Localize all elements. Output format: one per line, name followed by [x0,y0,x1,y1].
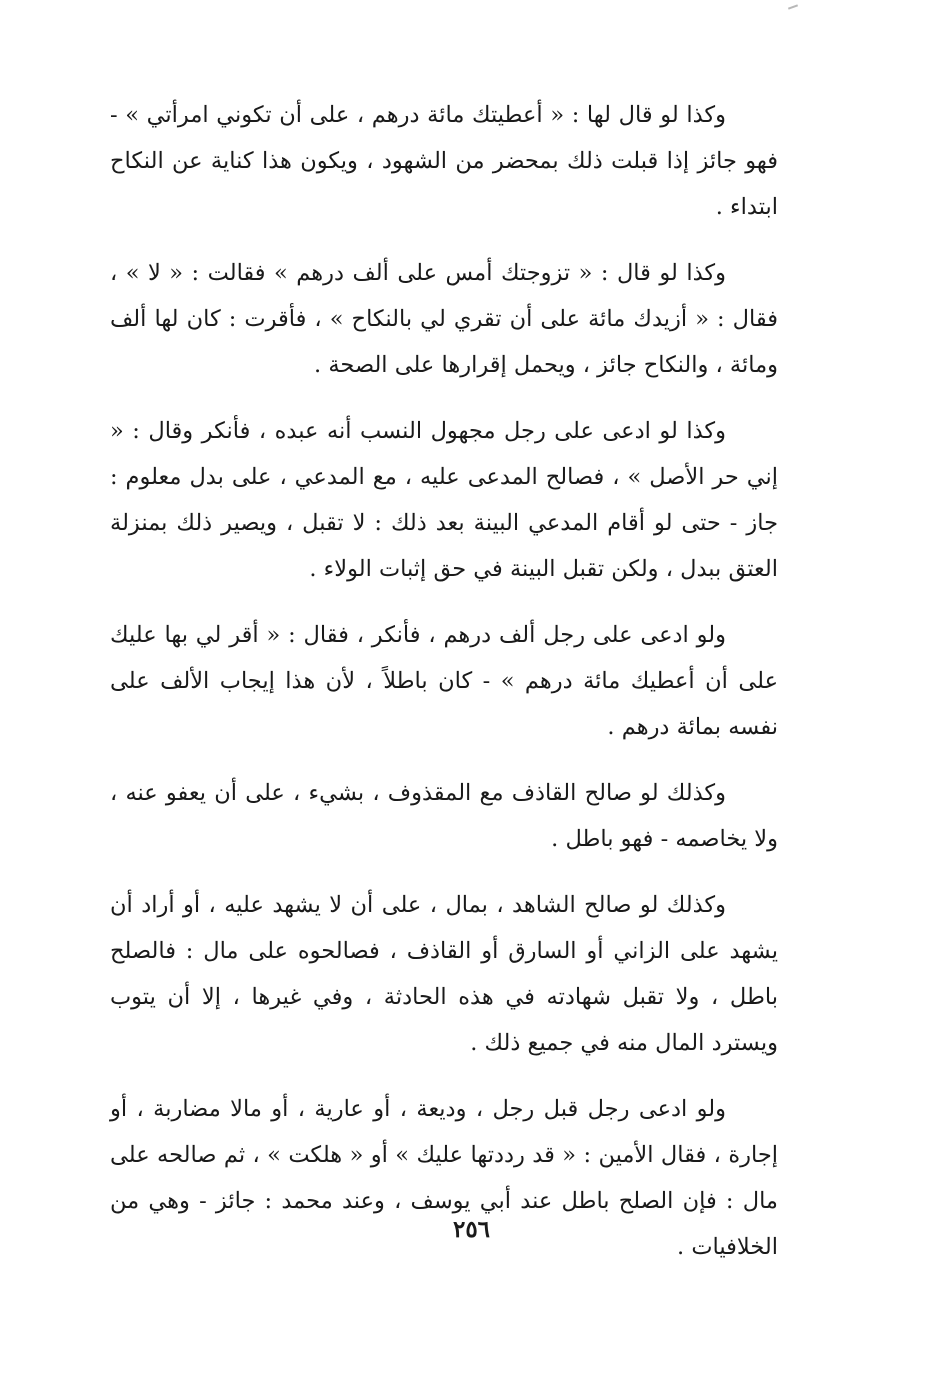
scan-artifact-mark [788,4,798,9]
body-text [110,92,778,1270]
paragraph-4: ولو ادعى على رجل ألف درهم ، فأنكر ، فقال : « أقر لي بها عليك على أن أعطيك مائة درهم » - كان باطلاً ، لأن هذا إيجاب الألف على نفسه بمائة درهم . [110,622,778,740]
paragraph-1: وكذا لو قال لها : « أعطيتك مائة درهم ، على أن تكوني امرأتي » - فهو جائز إذا قبلت ذلك بمحضر من الشهود ، ويكون هذا كناية عن النكاح ابتداء . [110,102,778,220]
paragraph-7: ولو ادعى رجل قبل رجل ، وديعة ، أو عارية ، أو مالا مضاربة ، أو إجارة ، فقال الأمين : « قد رددتها عليك » أو « هلكت » ، ثم صالحه على مال : فإن الصلح باطل عند أبي يوسف ، وعند محمد : جائز - وهي من الخلافيات . [110,1096,778,1260]
paragraph-5: وكذلك لو صالح القاذف مع المقذوف ، بشيء ، على أن يعفو عنه ، ولا يخاصمه - فهو باطل . [110,780,778,852]
paragraph-6: وكذلك لو صالح الشاهد ، بمال ، على أن لا يشهد عليه ، أو أراد أن يشهد على الزاني أو السارق أو القاذف ، فصالحوه على مال : فالصلح باطل ، ولا تقبل شهادته في هذه الحادثة ، وفي غيرها ، إلا أن يتوب ويسترد المال منه في جميع ذلك . [110,892,778,1056]
paragraph-3: وكذا لو ادعى على رجل مجهول النسب أنه عبده ، فأنكر وقال : « إني حر الأصل » ، فصالح المدعى عليه ، مع المدعي ، على بدل معلوم : جاز - حتى لو أقام المدعي البينة بعد ذلك : لا تقبل ، ويصير ذلك بمنزلة العتق ببدل ، ولكن تقبل البينة في حق إثبات الولاء . [110,418,778,582]
page-number: ٢٥٦ [452,1216,491,1243]
paragraph-2: وكذا لو قال : « تزوجتك أمس على ألف درهم » فقالت : « لا » ، فقال : « أزيدك مائة على أن تقري لي بالنكاح » ، فأقرت : كان لها ألف ومائة ، والنكاح جائز ، ويحمل إقرارها على الصحة . [110,260,778,378]
